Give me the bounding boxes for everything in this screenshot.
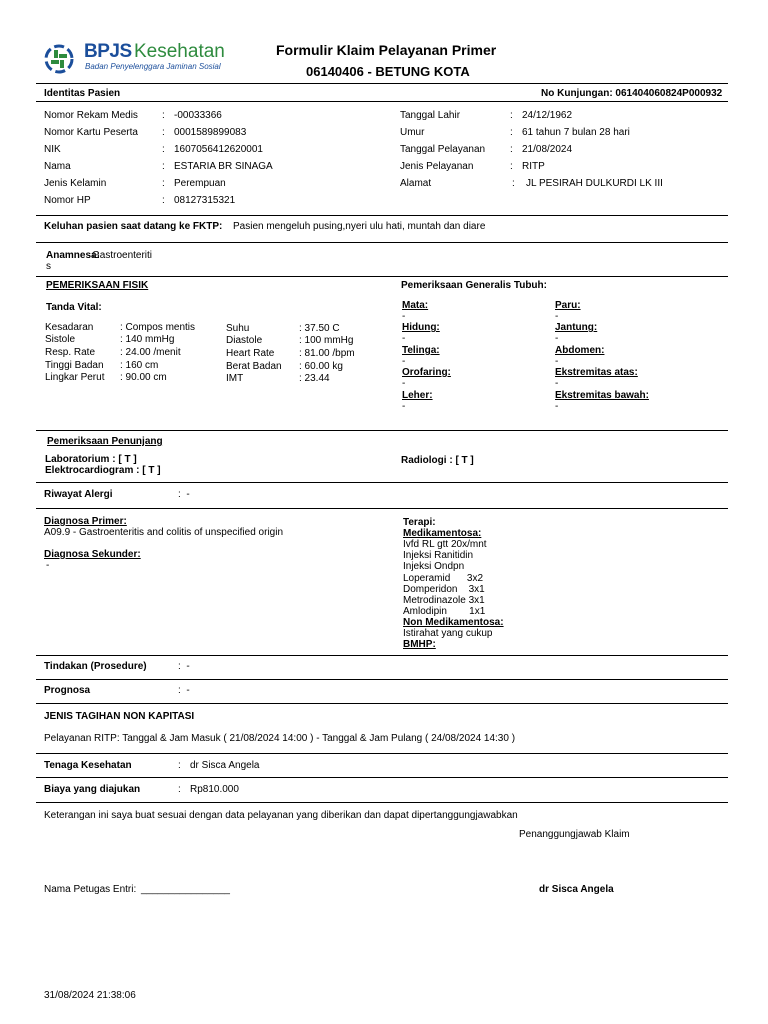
divider	[36, 777, 728, 778]
divider	[36, 508, 728, 509]
signer-name: dr Sisca Angela	[539, 884, 614, 895]
id-label: Alamat	[400, 178, 432, 189]
biaya-colon: :	[178, 784, 181, 795]
tenaga-colon: :	[178, 760, 181, 771]
generalis-heading: Pemeriksaan Generalis Tubuh:	[401, 280, 547, 291]
id-colon: :	[162, 144, 165, 155]
list-item: Domperidon 3x1	[403, 584, 485, 595]
terapi-label: Terapi:	[403, 517, 436, 528]
no-kunjungan: No Kunjungan: 061404060824P000932	[541, 88, 723, 99]
id-value: -00033366	[174, 110, 222, 121]
id-label: Nama	[44, 161, 71, 172]
list-item: Injeksi Ranitidin	[403, 550, 474, 561]
elektrocardiogram: Elektrocardiogram : [ T ]	[45, 465, 161, 476]
divider	[36, 482, 728, 483]
divider	[36, 655, 728, 656]
divider	[36, 753, 728, 754]
divider	[36, 703, 728, 704]
id-value: RITP	[522, 161, 545, 172]
id-colon: :	[510, 144, 513, 155]
vital-label: Suhu	[226, 323, 250, 334]
vital-value: : 90.00 cm	[120, 372, 167, 383]
petugas-entri-label: Nama Petugas Entri:	[44, 884, 137, 895]
id-label: Nomor HP	[44, 195, 91, 206]
tenaga-value: dr Sisca Angela	[190, 760, 260, 771]
list-item: Loperamid 3x2	[403, 573, 484, 584]
divider	[36, 242, 728, 243]
id-value: Perempuan	[174, 178, 226, 189]
generalis-value: -	[402, 378, 406, 389]
vital-value: : 100 mmHg	[299, 335, 354, 346]
list-item: Ivfd RL gtt 20x/mnt	[403, 539, 487, 550]
vital-label: Resp. Rate	[45, 347, 96, 358]
alergi-label: Riwayat Alergi	[44, 489, 113, 500]
print-timestamp: 31/08/2024 21:38:06	[44, 990, 136, 1001]
generalis-value: -	[555, 311, 559, 322]
medikamentosa-label: Medikamentosa:	[403, 528, 482, 539]
generalis-label: Orofaring:	[402, 367, 451, 378]
vital-value: : 160 cm	[120, 360, 159, 371]
prognosa-value: : -	[178, 685, 190, 696]
vital-label: Sistole	[45, 334, 76, 345]
generalis-value: -	[402, 311, 406, 322]
id-label: Nomor Rekam Medis	[44, 110, 138, 121]
page-subtitle: 06140406 - BETUNG KOTA	[306, 64, 470, 79]
generalis-label: Jantung:	[555, 322, 598, 333]
id-value: 08127315321	[174, 195, 236, 206]
id-label: NIK	[44, 144, 61, 155]
id-colon: :	[162, 127, 165, 138]
id-value: 0001589899083	[174, 127, 247, 138]
anamnesa-value-wrap: s	[46, 261, 51, 272]
logo-brand-bpjs: BPJS	[84, 41, 132, 62]
generalis-label: Abdomen:	[555, 345, 605, 356]
generalis-label: Mata:	[402, 300, 429, 311]
generalis-value: -	[555, 378, 559, 389]
tanda-vital-label: Tanda Vital:	[46, 302, 102, 313]
id-colon: :	[510, 127, 513, 138]
alergi-value: : -	[178, 489, 190, 500]
generalis-label: Paru:	[555, 300, 581, 311]
bpjs-logo	[44, 40, 234, 80]
fisik-heading: PEMERIKSAAN FISIK	[46, 280, 149, 291]
id-label: Jenis Pelayanan	[400, 161, 474, 172]
divider	[36, 802, 728, 803]
bpjs-emblem-icon	[44, 42, 74, 76]
keterangan: Keterangan ini saya buat sesuai dengan data pelayanan yang diberikan dan dapat dipertanggungjawabkan	[44, 810, 518, 821]
generalis-label: Ekstremitas atas:	[555, 367, 638, 378]
id-colon: :	[162, 161, 165, 172]
keluhan-label: Keluhan pasien saat datang ke FKTP:	[44, 221, 223, 232]
tenaga-label: Tenaga Kesehatan	[44, 760, 132, 771]
id-label: Jenis Kelamin	[44, 178, 107, 189]
divider	[36, 276, 728, 277]
page-title: Formulir Klaim Pelayanan Primer	[276, 42, 497, 58]
id-colon: :	[510, 110, 513, 121]
vital-value: : 60.00 kg	[299, 361, 343, 372]
generalis-label: Telinga:	[402, 345, 440, 356]
id-value: 1607056412620001	[174, 144, 263, 155]
vital-value: : 140 mmHg	[120, 334, 175, 345]
logo-tagline: Badan Penyelenggara Jaminan Sosial	[85, 62, 221, 71]
tindakan-label: Tindakan (Prosedure)	[44, 661, 147, 672]
id-value: 24/12/1962	[522, 110, 573, 121]
biaya-label: Biaya yang diajukan	[44, 784, 141, 795]
tagihan-detail: Pelayanan RITP: Tanggal & Jam Masuk ( 21/08/2024 14:00 ) - Tanggal & Jam Pulang ( 24/08/2024 14:30 )	[44, 733, 516, 744]
id-value: 61 tahun 7 bulan 28 hari	[522, 127, 630, 138]
penanggungjawab-label: Penanggungjawab Klaim	[519, 829, 630, 840]
diagnosa-sekunder-value: -	[46, 560, 50, 571]
generalis-value: -	[555, 401, 559, 412]
vital-label: Tinggi Badan	[45, 360, 104, 371]
id-label: Umur	[400, 127, 425, 138]
identitas-heading: Identitas Pasien	[44, 88, 121, 99]
id-colon: :	[510, 161, 513, 172]
diagnosa-sekunder-label: Diagnosa Sekunder:	[44, 549, 141, 560]
generalis-label: Hidung:	[402, 322, 440, 333]
penunjang-heading: Pemeriksaan Penunjang	[47, 436, 163, 447]
generalis-value: -	[402, 356, 406, 367]
generalis-value: -	[555, 333, 559, 344]
bmhp-label: BMHP:	[403, 639, 436, 650]
generalis-value: -	[402, 333, 406, 344]
divider	[36, 430, 728, 431]
vital-label: Lingkar Perut	[45, 372, 105, 383]
vital-value: : 24.00 /menit	[120, 347, 181, 358]
keluhan-value: Pasien mengeluh pusing,nyeri ulu hati, muntah dan diare	[233, 221, 486, 232]
tagihan-heading: JENIS TAGIHAN NON KAPITASI	[44, 711, 195, 722]
list-item: Amlodipin 1x1	[403, 606, 486, 617]
generalis-value: -	[402, 401, 406, 412]
divider	[36, 101, 728, 102]
id-label: Nomor Kartu Peserta	[44, 127, 138, 138]
id-label: Tanggal Pelayanan	[400, 144, 486, 155]
anamnesa-value: Gastroenteriti	[92, 250, 153, 261]
non-medikamentosa-value: Istirahat yang cukup	[403, 628, 493, 639]
generalis-value: -	[555, 356, 559, 367]
vital-label: Diastole	[226, 335, 263, 346]
id-value: 21/08/2024	[522, 144, 573, 155]
vital-label: Berat Badan	[226, 361, 282, 372]
generalis-label: Ekstremitas bawah:	[555, 390, 649, 401]
id-label: Tanggal Lahir	[400, 110, 461, 121]
radiologi: Radiologi : [ T ]	[401, 455, 474, 466]
id-value: JL PESIRAH DULKURDI LK III	[526, 178, 663, 189]
tindakan-value: : -	[178, 661, 190, 672]
diagnosa-primer-label: Diagnosa Primer:	[44, 516, 127, 527]
petugas-entri-line: ________________	[141, 884, 230, 895]
divider	[36, 83, 728, 84]
biaya-value: Rp810.000	[190, 784, 239, 795]
vital-label: IMT	[226, 373, 244, 384]
list-item: Injeksi Ondpn	[403, 561, 465, 572]
laboratorium: Laboratorium : [ T ]	[45, 454, 137, 465]
non-medikamentosa-label: Non Medikamentosa:	[403, 617, 504, 628]
anamnesa-label: Anamnesa:	[46, 250, 100, 261]
generalis-label: Leher:	[402, 390, 433, 401]
diagnosa-primer-value: A09.9 - Gastroenteritis and colitis of unspecified origin	[44, 527, 284, 538]
logo-brand-kesehatan: Kesehatan	[134, 41, 225, 62]
divider	[36, 215, 728, 216]
id-colon: :	[162, 195, 165, 206]
vital-value: : Compos mentis	[120, 322, 196, 333]
vital-value: : 37.50 C	[299, 323, 340, 334]
id-value: ESTARIA BR SINAGA	[174, 161, 273, 172]
divider	[36, 679, 728, 680]
id-colon: :	[162, 110, 165, 121]
id-colon: :	[162, 178, 165, 189]
list-item: Metrodinazole 3x1	[403, 595, 485, 606]
vital-label: Kesadaran	[45, 322, 94, 333]
vital-value: : 23.44	[299, 373, 330, 384]
prognosa-label: Prognosa	[44, 685, 91, 696]
id-colon: :	[512, 178, 515, 189]
vital-value: : 81.00 /bpm	[299, 348, 355, 359]
vital-label: Heart Rate	[226, 348, 275, 359]
